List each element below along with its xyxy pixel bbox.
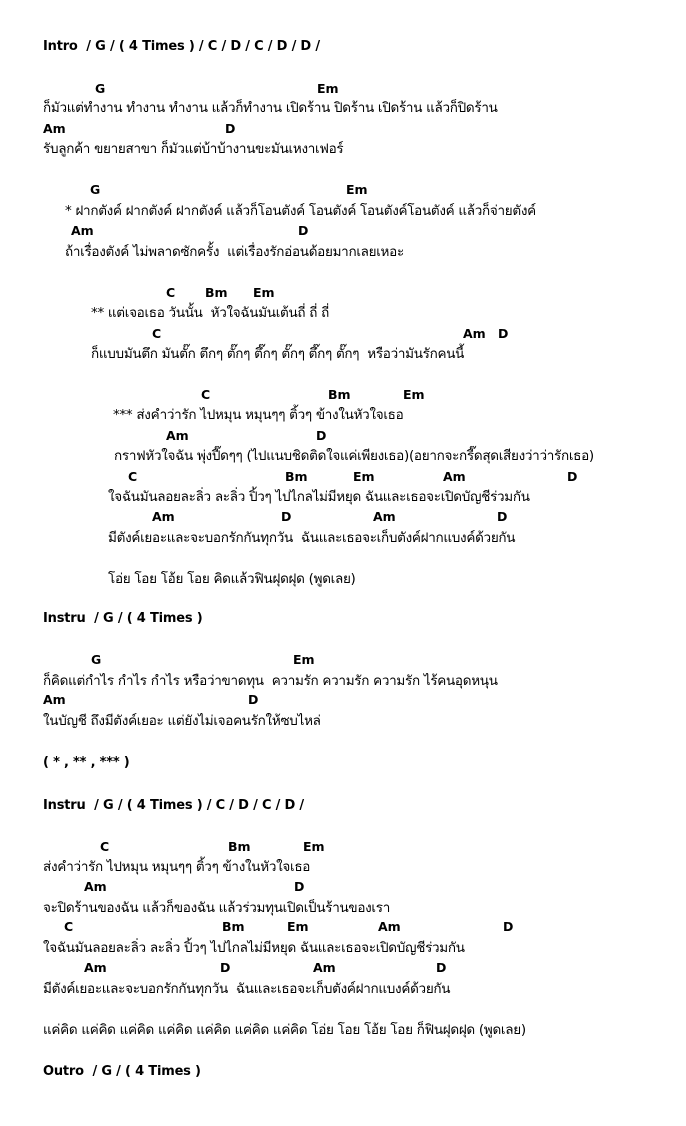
lyric-line: กราฟหัวใจฉัน พุ่งปี๊ดๆๆ (ไปแนบชิดติดใจแค่เพียงเธอ)(อยากจะกรี๊ดสุดเสียงว่าว่ารักเธอ) (114, 448, 594, 464)
lyric-line: มีตังค์เยอะและจะบอกรักกันทุกวัน ฉันและเธอจะเก็บตังค์ฝากแบงค์ด้วยกัน (43, 981, 451, 997)
chord: D (294, 879, 305, 894)
chord: Am (373, 509, 396, 524)
outro-line: Outro / G / ( 4 Times ) (43, 1064, 201, 1079)
repeat-marker: ( * , ** , *** ) (43, 755, 130, 770)
chord: Am (378, 919, 401, 934)
chord: C (166, 285, 176, 300)
chord: Bm (328, 387, 351, 402)
chord: D (436, 960, 447, 975)
chord: G (91, 652, 102, 667)
chord: Em (346, 182, 368, 197)
lyric-line: ใจฉันมันลอยละลิ่ว ละลิ่ว ปิ้วๆ ไปไกลไม่มีหยุด ฉันและเธอจะเปิดบัญชีร่วมกัน (108, 489, 530, 505)
chord: D (248, 692, 259, 707)
chord: Am (443, 469, 466, 484)
chord-line (0, 325, 686, 343)
chord: C (201, 387, 211, 402)
lyric-line: แค่คิด แค่คิด แค่คิด แค่คิด แค่คิด แค่คิด แค่คิด โอ่ย โอย โอ้ย โอย ก็ฟินฝุดฝุด (พูดเลย) (43, 1022, 526, 1038)
lyric-line: โอ่ย โอย โอ้ย โอย คิดแล้วฟินฝุดฝุด (พูดเลย) (108, 571, 356, 587)
lyric-line: ก็มัวแต่ทำงาน ทำงาน ทำงาน แล้วก็ทำงาน เปิดร้าน ปิดร้าน เปิดร้าน แล้วก็ปิดร้าน (43, 100, 498, 116)
chord: Am (84, 960, 107, 975)
chord-line (0, 878, 686, 896)
chord: C (64, 919, 74, 934)
instru-line: Instru / G / ( 4 Times ) (43, 611, 203, 626)
chord-line (0, 959, 686, 977)
chord: G (90, 182, 101, 197)
lyric-line: ในบัญชี ถึงมีตังค์เยอะ แต่ยังไม่เจอคนรักให้ซบไหล่ (43, 713, 321, 729)
instru-line: Instru / G / ( 4 Times ) / C / D / C / D / (43, 798, 304, 813)
chord: Em (317, 81, 339, 96)
chord-line (0, 838, 686, 856)
intro-line: Intro / G / ( 4 Times ) / C / D / C / D / D / (43, 39, 320, 54)
lyric-line: รับลูกค้า ขยายสาขา ก็มัวแต่บ้าบ้างานขะมันเหงาเฟอร์ (43, 141, 344, 157)
chord: D (298, 223, 309, 238)
chord: Em (403, 387, 425, 402)
lyric-line: ก็คิดแต่กำไร กำไร กำไร หรือว่าขาดทุน ความรัก ความรัก ความรัก ไร้คนอุดหนุน (43, 673, 498, 689)
chord: Em (303, 839, 325, 854)
chord: Am (313, 960, 336, 975)
chord-line (0, 80, 686, 98)
chord: D (567, 469, 578, 484)
chord: Em (353, 469, 375, 484)
chord: Bm (205, 285, 228, 300)
chord-line (0, 284, 686, 302)
chord-line (0, 651, 686, 669)
lyric-line: ก็แบบมันตึก มันตั๊ก ตึกๆ ตั๊กๆ ตึ๊กๆ ตั๊กๆ ตึ๊กๆ ตั๊กๆ หรือว่ามันรักคนนี้ (91, 346, 465, 362)
chord: Am (84, 879, 107, 894)
lyric-line: *** ส่งคำว่ารัก ไปหมุน หมุนๆๆ ติ้วๆ ข้างในหัวใจเธอ (113, 407, 404, 423)
lyric-line: ส่งคำว่ารัก ไปหมุน หมุนๆๆ ติ้วๆ ข้างในหัวใจเธอ (43, 859, 311, 875)
lyric-line: จะปิดร้านของฉัน แล้วก็ของฉัน แล้วร่วมทุนเปิดเป็นร้านของเรา (43, 900, 390, 916)
chord: Am (71, 223, 94, 238)
chord: C (100, 839, 110, 854)
chord-line (0, 918, 686, 936)
chord-line (0, 691, 686, 709)
chord: D (498, 326, 509, 341)
chord: G (95, 81, 106, 96)
chord: Am (43, 692, 66, 707)
lyric-line: ** แต่เจอเธอ วันนั้น หัวใจฉันมันเต้นถี่ ถี่ ถี่ (91, 305, 330, 321)
chord: D (220, 960, 231, 975)
chord: D (497, 509, 508, 524)
chord: D (281, 509, 292, 524)
chord-line (0, 427, 686, 445)
chord-line (0, 222, 686, 240)
chord: Am (43, 121, 66, 136)
chord: D (503, 919, 514, 934)
chord: C (152, 326, 162, 341)
chord: Am (166, 428, 189, 443)
chord: Bm (228, 839, 251, 854)
chord: Bm (285, 469, 308, 484)
lyric-line: มีตังค์เยอะและจะบอกรักกันทุกวัน ฉันและเธอจะเก็บตังค์ฝากแบงค์ด้วยกัน (108, 530, 516, 546)
lyric-line: ถ้าเรื่องตังค์ ไม่พลาดซักครั้ง แต่เรื่องรักอ่อนด้อยมากเลยเหอะ (65, 244, 404, 260)
chord: Am (463, 326, 486, 341)
chord: Bm (222, 919, 245, 934)
chord-line (0, 468, 686, 486)
lyric-line: ใจฉันมันลอยละลิ่ว ละลิ่ว ปิ้วๆ ไปไกลไม่มีหยุด ฉันและเธอจะเปิดบัญชีร่วมกัน (43, 940, 465, 956)
chord: C (128, 469, 138, 484)
lyric-line: * ฝากตังค์ ฝากตังค์ ฝากตังค์ แล้วก็โอนตังค์ โอนตังค์ โอนตังค์โอนตังค์ แล้วก็จ่ายตังค์ (65, 203, 536, 219)
chord-line (0, 120, 686, 138)
chord-line (0, 508, 686, 526)
chord: D (316, 428, 327, 443)
chord: Em (293, 652, 315, 667)
chord-line (0, 386, 686, 404)
chord: Em (287, 919, 309, 934)
chord: D (225, 121, 236, 136)
chord: Am (152, 509, 175, 524)
chord: Em (253, 285, 275, 300)
chord-line (0, 181, 686, 199)
